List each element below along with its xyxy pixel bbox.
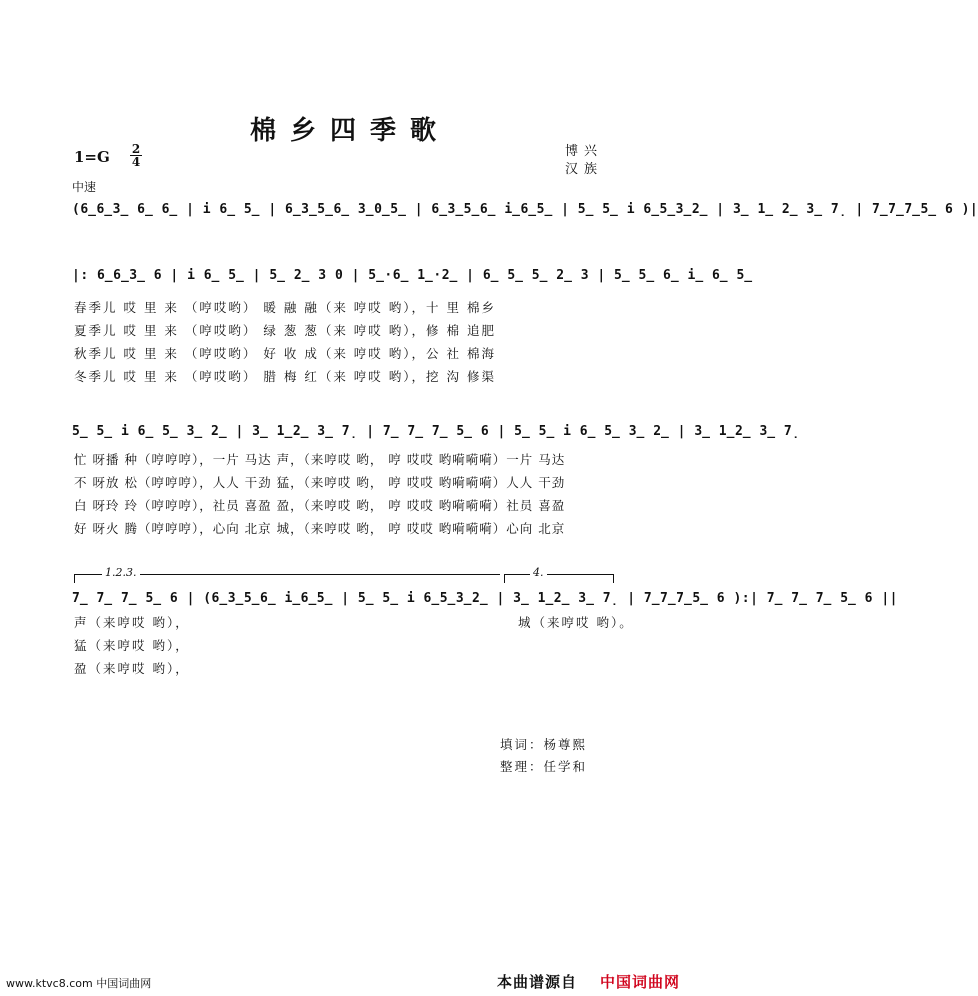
verse1-lyric-spring: 春季儿 哎 里 来 （哼哎哟） 暖 融 融（来 哼哎 哟），十 里 棉乡 [74, 300, 496, 315]
footer-source-label: 本曲谱源自 [497, 973, 578, 991]
key-signature: 1=G [74, 148, 110, 166]
verse1-lyric-winter: 冬季儿 哎 里 来 （哼哎哟） 腊 梅 红（来 哼哎 哟），挖 沟 修渠 [74, 369, 496, 384]
verse2-lyric-spring: 忙 呀播 种（哼哼哼），一片 马达 声，（来哼哎 哟， 哼 哎哎 哟嗬嗬嗬）一片 马达 [74, 452, 566, 467]
verse2-lyric-summer: 不 呀放 松（哼哼哼），人人 干劲 猛，（来哼哎 哟， 哼 哎哎 哟嗬嗬嗬）人人 干劲 [74, 475, 566, 490]
time-signature [130, 143, 142, 168]
second-ending-label: 4. [530, 566, 547, 579]
verse2-notation: 5̲ 5̲ i 6̲ 5̲ 3̲ 2̲ | 3̲ 1̲2̲ 3̲ 7̣ | 7̲ 7̲ 7̲ 5̲ 6 | 5̲ 5̲ i 6̲ 5̲ 3̲ 2̲ | 3̲ 1̲2̲ 3̲ 7̣ [72, 424, 801, 439]
verse1-lyric-autumn: 秋季儿 哎 里 来 （哼哎哟） 好 收 成（来 哼哎 哟），公 社 棉海 [74, 346, 496, 361]
time-numerator: 2 [131, 142, 141, 156]
lyricist-credit: 填词：杨尊熙 [500, 737, 588, 752]
verse3-lyric-1: 声（来哼哎 哟）， [74, 615, 190, 630]
tempo-marking: 中速 [72, 180, 97, 194]
footer-site-link[interactable]: www.ktvc8.com 中国词曲网 [6, 977, 152, 990]
verse3-lyric-final: 城（来哼哎 哟）。 [518, 615, 634, 630]
verse2-lyric-autumn: 白 呀玲 玲（哼哼哼），社员 喜盈 盈，（来哼哎 哟， 哼 哎哎 哟嗬嗬嗬）社员 喜盈 [74, 498, 566, 513]
footer-site-brand[interactable]: 中国词曲网 [600, 973, 681, 991]
origin-ethnicity: 汉族 [565, 162, 604, 177]
verse3-notation: 7̲ 7̲ 7̲ 5̲ 6 | (6̲3̲5̲6̲ i̲6̲5̲ | 5̲ 5̲ i 6̲5̲3̲2̲ | 3̲ 1̲2̲ 3̲ 7̣ | 7̲7̲7̲5̲ 6 ):| 7̲ 7̲ 7̲ 5̲ 6 || [72, 591, 898, 606]
verse1-notation: |: 6̲6̲3̲ 6 | i 6̲ 5̲ | 5̲ 2̲ 3 0 | 5̲·6̲ 1̲·2̲ | 6̲ 5̲ 5̲ 2̲ 3 | 5̲ 5̲ 6̲ i̲ 6̲ 5̲ [72, 268, 753, 283]
verse2-lyric-winter: 好 呀火 腾（哼哼哼），心向 北京 城，（来哼哎 哟， 哼 哎哎 哟嗬嗬嗬）心向 北京 [74, 521, 566, 536]
origin-place: 博兴 [565, 144, 604, 159]
verse1-lyric-summer: 夏季儿 哎 里 来 （哼哎哟） 绿 葱 葱（来 哼哎 哟），修 棉 追肥 [74, 323, 496, 338]
verse3-lyric-2: 猛（来哼哎 哟）， [74, 638, 190, 653]
time-denominator: 4 [131, 155, 141, 169]
arranger-credit: 整理：任学和 [500, 759, 588, 774]
first-ending-label: 1.2.3. [102, 566, 140, 579]
second-ending-bracket [504, 574, 614, 583]
song-title: 棉乡四季歌 [249, 116, 450, 146]
verse3-lyric-3: 盈（来哼哎 哟）， [74, 661, 190, 676]
prelude-notation: (6̲6̲3̲ 6̲ 6̲ | i 6̲ 5̲ | 6̲3̲5̲6̲ 3̲0̲5̲ | 6̲3̲5̲6̲ i̲6̲5̲ | 5̲ 5̲ i 6̲5̲3̲2̲ | 3̲ 1̲ 2̲ 3̲ 7̣ | 7̲7̲7̲5̲ 6 )| [72, 202, 978, 217]
